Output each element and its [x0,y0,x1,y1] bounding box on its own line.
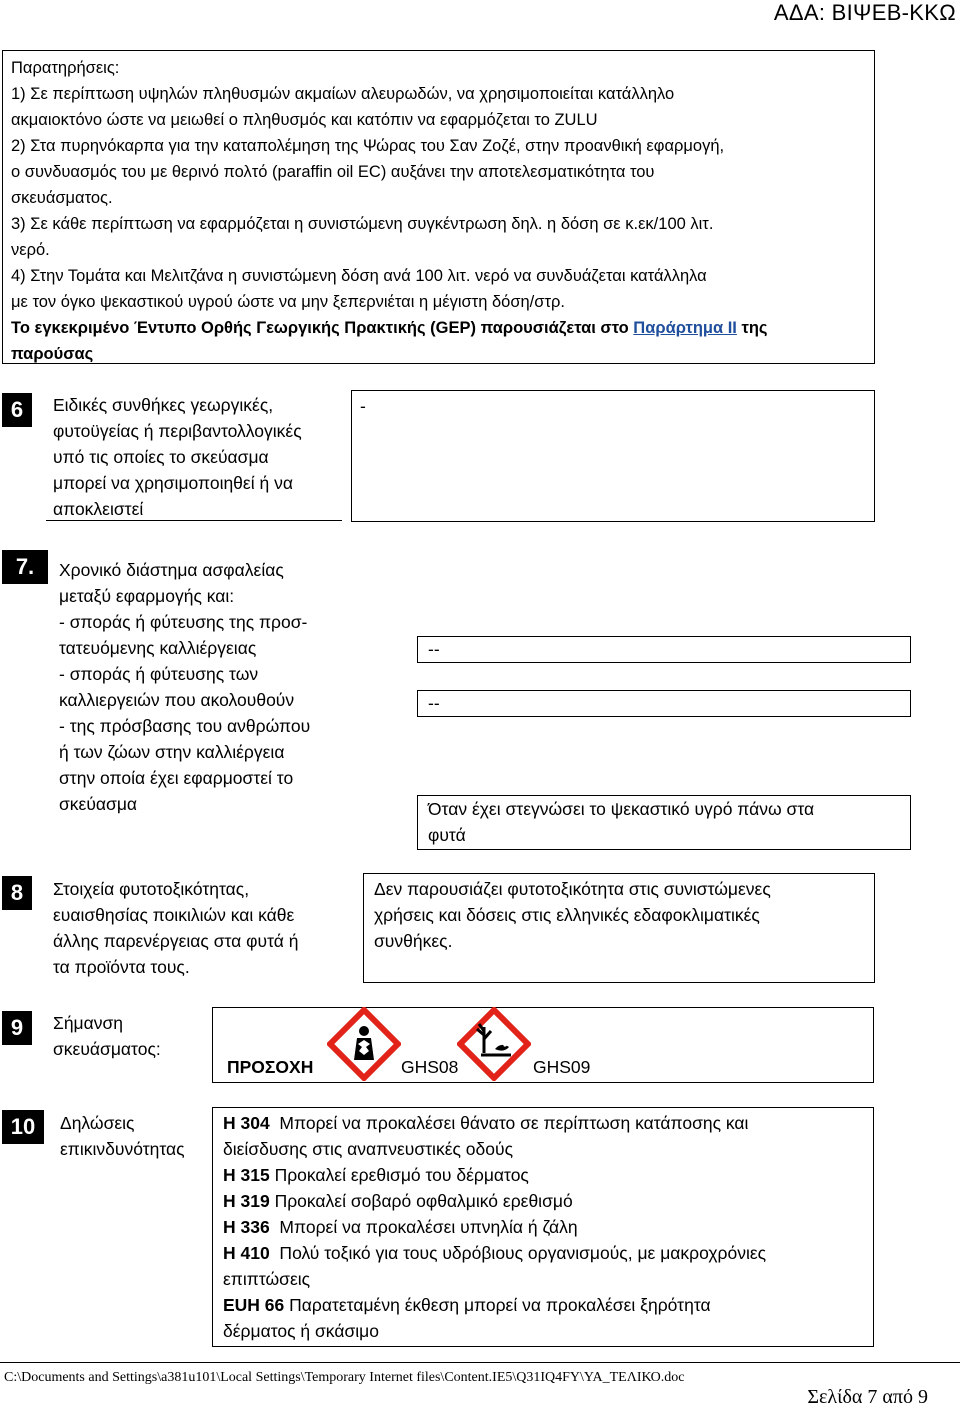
label-line: - σποράς ή φύτευσης των [59,664,259,684]
hazard-statement-cont: διείσδυσης στις αναπνευστικές οδούς [223,1139,513,1159]
notes-line: 3) Σε κάθε περίπτωση να εφαρμόζεται η συνιστώμενη συγκέντρωση δηλ. η δόση σε κ.εκ/100 λιτ. [11,215,714,233]
hazard-text: Μπορεί να προκαλέσει θάνατο σε περίπτωση κατάποσης και [269,1113,749,1133]
label-line: φυτοϋγείας ή περιβαντολλογικές [53,421,302,441]
footer-divider [0,1362,960,1363]
divider [46,520,342,521]
label-line: σκευάσματος: [53,1039,161,1059]
hazard-statements-box [212,1107,874,1347]
notes-line: σκευάσματος. [11,189,113,207]
gep-text: Το εγκεκριμένο Έντυπο Ορθής Γεωργικής Πρακτικής (GEP) παρουσιάζεται στο [11,319,634,337]
hazard-code: H 304 [223,1113,270,1133]
section-8-label [53,876,353,980]
notes-line: 4) Στην Τομάτα και Μελιτζάνα η συνιστώμενη δόση ανά 100 λιτ. νερό να συνδυάζεται κατάλληλα [11,267,707,285]
label-line: επικινδυνότητας [60,1139,185,1159]
section-8-value-box [363,873,875,983]
hazard-code: H 336 [223,1217,270,1237]
hazard-statement-cont: επιπτώσεις [223,1269,311,1289]
section-number-8: 8 [2,876,32,910]
label-line: τατευόμενης καλλιέργειας [59,638,257,658]
section-9-label [53,1010,213,1062]
hazard-statement [223,1240,863,1266]
label-line: σκεύασμα [59,794,138,814]
section-7-label [59,557,359,817]
interval-crop-value: -- [428,639,440,659]
hazard-statement [223,1110,863,1136]
hazard-text: Προκαλεί σοβαρό οφθαλμικό ερεθισμό [269,1191,573,1211]
interval-access-box [417,795,911,850]
hazard-statement [223,1162,863,1188]
page-number: Σελίδα 7 από 9 [807,1386,928,1408]
interval-crop-box [417,636,911,663]
notes-title: Παρατηρήσεις: [11,59,120,77]
label-line: μπορεί να χρησιμοποιηθεί ή να [53,473,293,493]
label-line: άλλης παρενέργειας στα φυτά ή [53,931,299,951]
label-line: Ειδικές συνθήκες γεωργικές, [53,395,274,415]
label-line: τα προϊόντα τους. [53,957,190,977]
hazard-text: Παρατεταμένη έκθεση μπορεί να προκαλέσει ξηρότητα [284,1295,711,1315]
document-path: C:\Documents and Settings\a381u101\Local Settings\Temporary Internet files\Content.IE5\Q31IQ4FY\YA_ΤΕΛΙΚΟ.doc [4,1370,685,1385]
section-6-value-box [351,390,875,522]
ghs08-label: GHS08 [401,1057,459,1077]
section-6-label [53,392,353,522]
label-line: Στοιχεία φυτοτοξικότητας, [53,879,250,899]
label-line: καλλιεργειών που ακολουθούν [59,690,295,710]
notes-line: με τον όγκο ψεκαστικού υγρού ώστε να μην ξεπερνιέται η μέγιστη δόση/στρ. [11,293,565,311]
label-line: αποκλειστεί [53,499,144,519]
hazard-statement-cont: δέρματος ή σκάσιμο [223,1321,379,1341]
annex-link[interactable]: Παράρτημα ΙΙ [633,319,737,337]
label-line: Δηλώσεις [60,1113,135,1133]
hazard-code: H 410 [223,1243,270,1263]
gep-text-end: της [736,319,768,337]
section-6-value: - [360,396,366,416]
notes-line: ακμαιοκτόνο ώστε να μειωθεί ο πληθυσμός και κατόπιν να εφαρμόζεται το ZULU [11,111,598,129]
label-line: ευαισθησίας ποικιλιών και κάθε [53,905,295,925]
ghs09-label: GHS09 [533,1057,591,1077]
environment-hazard-icon [457,1007,531,1081]
ada-code: ΑΔΑ: ΒΙΨΕΒ-ΚΚΩ [773,0,956,25]
hazard-text: Μπορεί να προκαλέσει υπνηλία ή ζάλη [269,1217,578,1237]
section-number-9: 9 [2,1011,32,1045]
label-line: μεταξύ εφαρμογής και: [59,586,235,606]
hazard-code: EUH 66 [223,1295,285,1315]
hazard-statement [223,1188,863,1214]
hazard-text: Πολύ τοξικό για τους υδρόβιους οργανισμούς, με μακροχρόνιες [269,1243,767,1263]
notes-box [2,50,875,364]
label-line: ή των ζώων στην καλλιέργεια [59,742,285,762]
interval-next-crops-box [417,690,911,717]
signal-word: ΠΡΟΣΟΧΗ [227,1057,314,1077]
label-line: - σποράς ή φύτευσης της προσ- [59,612,308,632]
hazard-statement [223,1214,863,1240]
notes-line: ο συνδυασμός του με θερινό πολτό (paraffin oil EC) αυξάνει την αποτελεσματικότητα του [11,163,655,181]
gep-reference [11,315,866,341]
section-number-10: 10 [2,1110,44,1144]
hazard-statement [223,1292,863,1318]
section-10-label [60,1110,210,1162]
labeling-box [212,1007,874,1083]
section-number-6: 6 [2,393,32,427]
interval-access-value-cont: φυτά [428,825,466,845]
hazard-code: H 315 [223,1165,270,1185]
notes-line: 1) Σε περίπτωση υψηλών πληθυσμών ακμαίων αλευρωδών, να χρησιμοποιείται κατάλληλο [11,85,675,103]
value-line: Δεν παρουσιάζει φυτοτοξικότητα στις συνιστώμενες [374,879,771,899]
label-line: Σήμανση [53,1013,124,1033]
notes-line: νερό. [11,241,50,259]
hazard-code: H 319 [223,1191,270,1211]
section-number-7: 7. [2,550,48,584]
notes-line: 2) Στα πυρηνόκαρπα για την καταπολέμηση της Ψώρας του Σαν Ζοζέ, στην προανθική εφαρμογή, [11,137,725,155]
label-line: στην οποία έχει εφαρμοστεί το [59,768,294,788]
gep-text-cont: παρούσας [11,345,94,363]
label-line: Χρονικό διάστημα ασφαλείας [59,560,284,580]
hazard-text: Προκαλεί ερεθισμό του δέρματος [269,1165,529,1185]
interval-access-value: Όταν έχει στεγνώσει το ψεκαστικό υγρό πάνω στα [428,799,815,819]
label-line: - της πρόσβασης του ανθρώπου [59,716,311,736]
health-hazard-icon [327,1007,401,1081]
interval-next-crops-value: -- [428,693,440,713]
value-line: χρήσεις και δόσεις στις ελληνικές εδαφοκλιματικές [374,905,760,925]
value-line: συνθήκες. [374,931,453,951]
label-line: υπό τις οποίες το σκεύασμα [53,447,269,467]
